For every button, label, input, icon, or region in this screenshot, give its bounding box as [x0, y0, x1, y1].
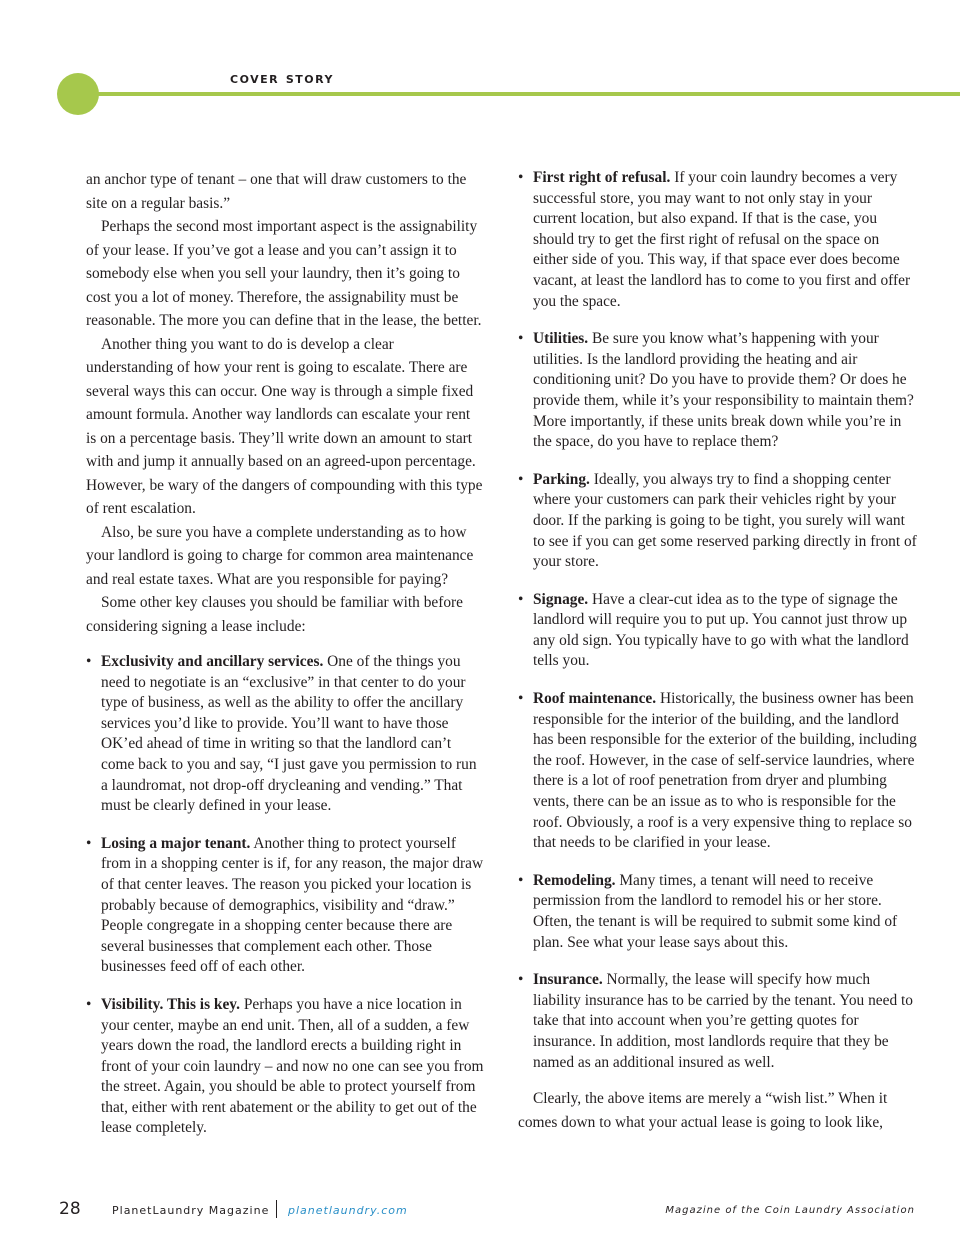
bullet-text: Another thing to protect yourself from in a shopping center is if, for any reason, the major draw of that center leaves. The reason you picked your location is probably because of demographics, visibility and “draw.” People congregate in a shopping center because there are several businesses that complement each other. Those businesses feed off of each other.: [101, 834, 484, 976]
bullet-title: Parking.: [533, 470, 590, 488]
paragraph: Perhaps the second most important aspect is the assignability of your lease. If you’ve got a lease and you can’t assign it to somebody else when you sell your laundry, then it’s going to cost you a lot of money. Therefore, the assignability must be reasonable. The more you can define that in the lease, the better.: [86, 218, 482, 329]
bullet-item: [518, 590, 918, 672]
bullet-text: Normally, the lease will specify how much liability insurance has to be carried by the tenant. You need to take that into account when you’re getting quotes for insurance. In addition, most landlords require that they be named as an additional insured as well.: [533, 971, 913, 1071]
right-column: [518, 168, 918, 1134]
bullet-title: Exclusivity and ancillary services.: [101, 653, 324, 670]
page-footer: [0, 1199, 960, 1223]
bullet-text: One of the things you need to negotiate is an “exclusive” in that center to do your type of business, as well as the ability to offer the ancillary services you’d like to provide. You’ll want to have those OK’ed ahead of time in writing so that the landlord can’t come back to you and say, “I just gave you permission to run a laundromat, not drop-off drycleaning and vending.” That must be clearly defined in your lease.: [101, 653, 477, 815]
bullet-item: [518, 689, 918, 854]
paragraph: Another thing you want to do is develop a clear understanding of how your rent is going to escalate. There are several ways this can occur. One way is through a simple fixed amount formula. Another way landlords can escalate your rent is on a percentage basis. They’ll write down an amount to start with and jump it annually based on an agreed-upon percentage. However, be wary of the dangers of compounding with this type of rent escalation.: [86, 335, 483, 517]
bullet-title: First right of refusal.: [533, 169, 671, 186]
footer-divider: [276, 1200, 277, 1218]
bullet-title: Roof maintenance.: [533, 690, 657, 708]
bullet-title: Visibility. This is key.: [101, 995, 240, 1013]
section-title: cover story: [230, 69, 334, 87]
bullet-item: [518, 329, 918, 453]
bullet-title: Remodeling.: [533, 871, 616, 889]
bullet-title: Signage.: [533, 590, 589, 608]
paragraph: Some other key clauses you should be familiar with before considering signing a lease include:: [86, 594, 464, 635]
closing-paragraph: Clearly, the above items are merely a “wish list.” When it comes down to what your actual lease is going to look like,: [518, 1090, 888, 1131]
header-rule: [80, 92, 960, 96]
bullet-text: Historically, the business owner has been responsible for the interior of the building, and the landlord has been responsible for the exterior of the building, including the roof. However, in the case of self-service laundries, where there is a lot of roof penetration from dryer and plumbing vents, there can be an issue as to who is responsible for the roof. Obviously, a roof is a very expensive thing to replace so that needs to be clarified in your lease.: [533, 690, 917, 852]
website-link[interactable]: planetlaundry.com: [288, 1204, 408, 1217]
bullet-item: [518, 168, 918, 312]
right-bullet-list: [518, 168, 918, 1073]
bullet-title: Losing a major tenant.: [101, 834, 251, 852]
bullet-text: Perhaps you have a nice location in your center, maybe an end unit. Then, all of a sudden, a few years down the road, the landlord erects a building right in front of your coin laundry – and now no one can see you from the street. Again, you should be able to protect yourself from that, either with rent abatement or the ability to get out of the lease completely.: [101, 995, 484, 1137]
bullet-text: Be sure you know what’s happening with your utilities. Is the landlord providing the heating and air conditioning unit? Do you have to provide them? Or does he provide them, while it’s your responsibility to maintain them? More importantly, if these units break down while you’re in the space, do you have to replace them?: [533, 330, 914, 451]
bullet-title: Insurance.: [533, 971, 603, 989]
bullet-text: Have a clear-cut idea as to the type of signage the landlord will require you to put up. You cannot just throw up any old sign. You typically have to go with what the landlord tells you.: [533, 590, 909, 670]
bullet-item: [518, 970, 918, 1073]
left-column: [86, 168, 484, 1139]
bullet-item: [86, 652, 484, 817]
bullet-item: [518, 871, 918, 953]
bullet-title: Utilities.: [533, 330, 589, 348]
bullet-item: [86, 834, 484, 978]
bullet-text: Ideally, you always try to find a shopping center where your customers can park their vehicles right by your door. If the parking is going to be tight, you surely will want to see if you can get some reserved parking directly in front of your store.: [533, 470, 917, 571]
bullet-item: [518, 470, 918, 573]
paragraph: Also, be sure you have a complete understanding as to how your landlord is going to charge for common area maintenance and real estate taxes. What are you responsible for paying?: [86, 523, 474, 588]
magazine-tagline: Magazine of the Coin Laundry Association: [665, 1205, 915, 1216]
bullet-text: Many times, a tenant will need to receive permission from the landlord to remodel his or her store. Often, the tenant is will be required to submit some kind of plan. See what your lease says about this.: [533, 871, 898, 951]
page-number: 28: [59, 1199, 81, 1219]
magazine-name: PlanetLaundry Magazine: [112, 1204, 270, 1217]
bullet-item: [86, 995, 484, 1139]
paragraph: an anchor type of tenant – one that will draw customers to the site on a regular basis.”: [86, 171, 467, 212]
left-bullet-list: [86, 652, 484, 1139]
bullet-text: If your coin laundry becomes a very successful store, you may want to not only stay in your current location, but also expand. If that is the case, you should try to get the first right of refusal on the space on either side of you. This way, if that space ever does become vacant, at least the landlord has to come to you first and offer you the space.: [533, 169, 911, 310]
